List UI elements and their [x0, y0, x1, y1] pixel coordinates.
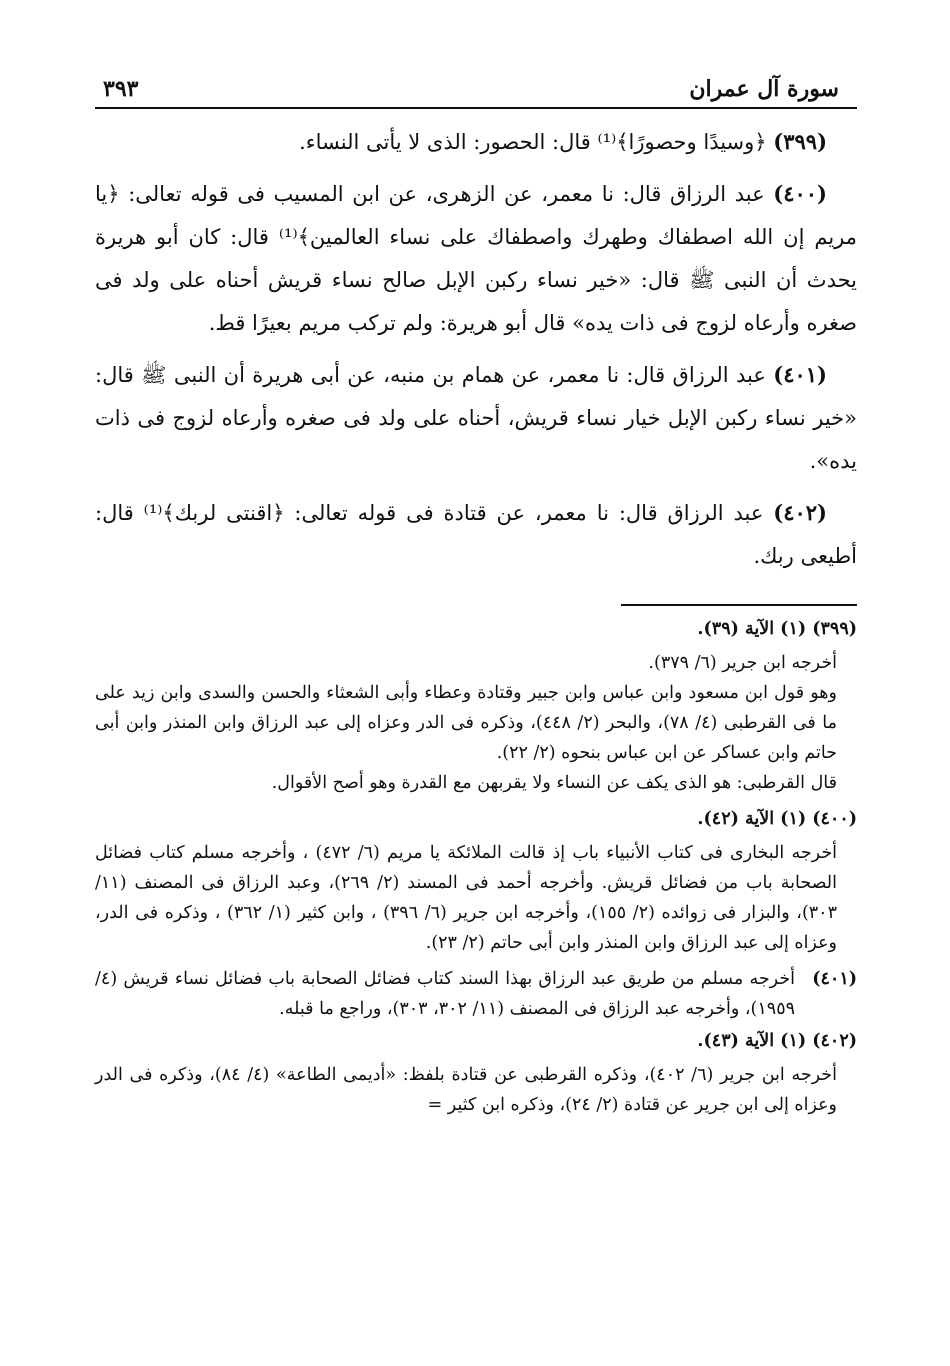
surah-title: سورة آل عمران: [689, 76, 839, 102]
main-text: [95, 120, 857, 586]
entry-401-text: (٤٠١) عبد الرزاق قال: نا معمر، عن همام بن منبه، عن أبى هريرة أن النبى ﷺ قال: «خير نساء ركبن الإبل خيار نساء قريش، أحناه على ولد فى صغره وأرعاه لزوج فى ذات يده».: [95, 362, 857, 473]
entry-401: [95, 353, 857, 483]
page-number: ٣٩٣: [103, 76, 139, 102]
entry-400-text: (٤٠٠) عبد الرزاق قال: نا معمر، عن الزهرى، عن ابن المسيب فى قوله تعالى: ﴿يا مريم إن الله اصطفاك وطهرك واصطفاك على نساء العالمين﴾⁽¹⁾ قال: كان أبو هريرة يحدث أن النبى ﷺ قال: «خير نساء ركبن الإبل صالح نساء قريش أحناه على ولد فى صغره وأرعاه لزوج فى ذات يده» قال أبو هريرة: ولم تركب مريم بعيرًا قط.: [95, 181, 858, 335]
footnote-divider: [621, 604, 857, 606]
footnotes: [95, 614, 857, 1126]
header-divider: [95, 107, 857, 109]
entry-402-text: (٤٠٢) عبد الرزاق قال: نا معمر، عن قتادة فى قوله تعالى: ﴿اقنتى لربك﴾⁽¹⁾ قال: أطيعى ربك.: [95, 500, 857, 568]
footnote-402-heading: (٤٠٢) (١) الآية (٤٣).: [697, 1031, 857, 1051]
entry-400-number: (٤٠٠): [773, 181, 827, 206]
footnote-401-body: أخرجه مسلم من طريق عبد الرزاق بهذا السند كتاب فضائل الصحابة باب فضائل نساء قريش (٤/ ١٩٥٩)، وأخرجه عبد الرزاق فى المصنف (١١/ ٣٠٢، ٣٠٣)، وراجع ما قبله.: [95, 969, 795, 1019]
entry-399: [95, 120, 857, 164]
footnote-400-heading: (٤٠٠) (١) الآية (٤٢).: [697, 809, 857, 829]
book-page: [95, 62, 858, 1115]
entry-399-line-1: (٣٩٩) ﴿وسيدًا وحصورًا﴾⁽¹⁾ قال: الحصور: الذى لا يأتى النساء.: [299, 129, 827, 154]
entry-401-number: (٤٠١): [773, 362, 827, 387]
running-header: [95, 62, 857, 102]
footnote-400-body: أخرجه البخارى فى كتاب الأنبياء باب إذ قالت الملائكة يا مريم (٦/ ٤٧٢) ، وأخرجه مسلم كتاب فضائل الصحابة باب من فضائل قريش. وأخرجه أحمد فى المسند (٢/ ٢٦٩)، وعبد الرزاق فى المصنف (١١/ ٣٠٣)، والبزار فى زوائده (٢/ ١٥٥)، وأخرجه ابن جرير (٦/ ٣٩٦) ، وابن كثير (١/ ٣٦٢) ، وذكره فى الدر، وعزاه إلى عبد الرزاق وابن المنذر وابن أبى حاتم (٢/ ٢٣).: [95, 843, 837, 953]
footnote-402-body: أخرجه ابن جرير (٦/ ٤٠٢)، وذكره القرطبى عن قتادة بلفظ: «أديمى الطاعة» (٤/ ٨٤)، وذكره فى الدر وعزاه إلى ابن جرير عن قتادة (٢/ ٢٤)، وذكره ابن كثير =: [95, 1065, 837, 1115]
footnote-401-number: (٤٠١): [812, 969, 857, 989]
footnote-399-body: أخرجه ابن جرير (٦/ ٣٧٩). وهو قول ابن مسعود وابن عباس وابن جبير وقتادة وعطاء وأبى الشعثاء والحسن والسدى وابن زيد على ما فى القرطبى (٤/ ٧٨)، والبحر (٢/ ٤٤٨)، وذكره فى الدر وعزاه إلى عبد الرزاق وابن المنذر وابن أبى حاتم وابن عساكر عن ابن عباس بنحوه (٢/ ٢٢). قال القرطبى: هو الذى يكف عن النساء ولا يقربهن مع القدرة وهو أصح الأقوال.: [95, 653, 838, 793]
footnote-399-heading: (٣٩٩) (١) الآية (٣٩).: [697, 619, 857, 639]
entry-402-number: (٤٠٢): [773, 500, 827, 525]
footnote-401: [95, 964, 857, 1024]
entry-402: [95, 491, 857, 578]
entry-399-number: (٣٩٩): [773, 129, 827, 154]
entry-400: [95, 172, 857, 345]
